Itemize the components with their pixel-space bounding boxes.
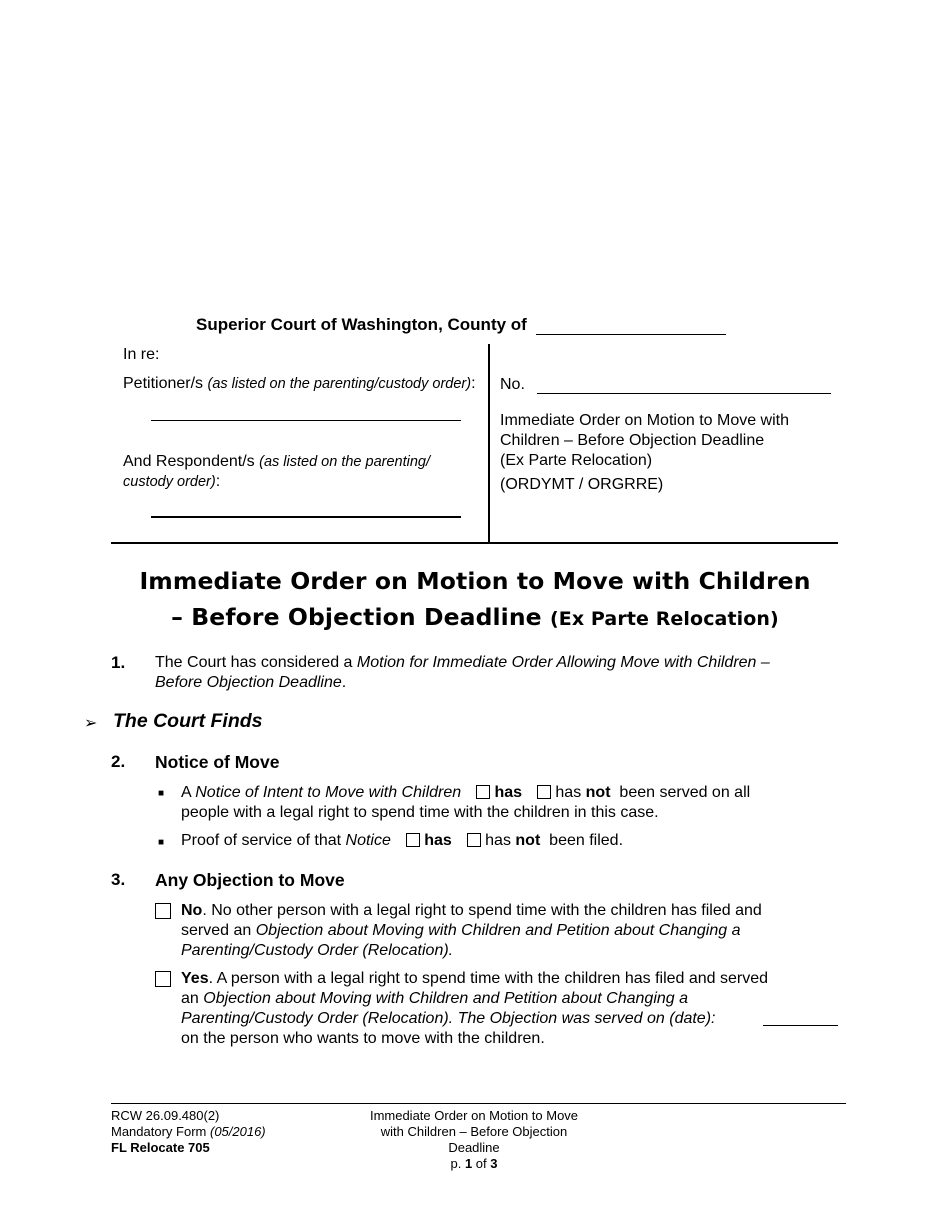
court-finds-heading: The Court Finds (113, 710, 263, 732)
proof-has-checkbox[interactable] (406, 833, 420, 847)
page-title-line-2: – Before Objection Deadline (Ex Parte Relocation) (171, 603, 779, 631)
bullet-icon: ■ (158, 837, 165, 848)
section-3-number: 3. (111, 870, 126, 889)
section-2-heading: Notice of Move (155, 752, 280, 772)
petitioner-field[interactable] (151, 420, 461, 421)
served-date-field[interactable] (763, 1025, 838, 1026)
notice-has-not-checkbox[interactable] (537, 785, 551, 799)
footer-left: RCW 26.09.480(2) Mandatory Form (05/2016) FL Relocate 705 (111, 1108, 266, 1155)
notice-served-item: A Notice of Intent to Move with Children has has not been served on all people with a legal right to spend time with the children in this case. (181, 784, 751, 821)
case-number-field[interactable] (537, 393, 831, 394)
county-field[interactable] (536, 318, 726, 335)
proof-has-not-checkbox[interactable] (467, 833, 481, 847)
respondent-line: And Respondent/s (as listed on the parenting/ custody order): (123, 453, 430, 490)
in-re-label: In re: (123, 346, 160, 363)
caption-bottom-rule (111, 542, 838, 544)
footer-center: Immediate Order on Motion to Move with Children – Before Objection Deadline p. 1 of 3 (369, 1108, 579, 1171)
petitioner-line: Petitioner/s (as listed on the parenting/custody order): (123, 375, 476, 392)
objection-yes-item: Yes. A person with a legal right to spend time with the children has filed and served an Objection about Moving with Children and Petition about Changing a Parenting/Custody Order (Relocation). The Objection was served on (date): on the person who wants to move with the children. (181, 970, 769, 1047)
arrow-bullet-icon: ➢ (84, 715, 98, 732)
notice-has-checkbox[interactable] (476, 785, 490, 799)
section-3-heading: Any Objection to Move (155, 870, 345, 890)
case-number-label: No. (500, 376, 525, 393)
proof-filed-item: Proof of service of that Notice has has not been filed. (181, 832, 624, 849)
objection-yes-checkbox[interactable] (155, 971, 171, 987)
bullet-icon: ■ (158, 788, 165, 799)
page-title-line-1: Immediate Order on Motion to Move with Children (139, 567, 811, 595)
section-1-text: The Court has considered a Motion for Immediate Order Allowing Move with Children – Before Objection Deadline. (155, 654, 770, 691)
court-heading (196, 315, 726, 335)
respondent-field[interactable] (151, 516, 461, 518)
caption-divider (488, 344, 490, 544)
court-label: Superior Court of Washington, County of (196, 315, 527, 334)
section-2-number: 2. (111, 752, 126, 771)
footer-rule (111, 1103, 846, 1104)
section-1-number: 1. (111, 653, 126, 672)
caption-doc-title: Immediate Order on Motion to Move with Children – Before Objection Deadline (Ex Parte Relocation) (ORDYMT / ORGRRE) (500, 412, 790, 493)
objection-no-checkbox[interactable] (155, 903, 171, 919)
objection-no-item: No. No other person with a legal right to spend time with the children has filed and served an Objection about Moving with Children and Petition about Changing a Parenting/Custody Order (Relocation). (181, 902, 762, 959)
